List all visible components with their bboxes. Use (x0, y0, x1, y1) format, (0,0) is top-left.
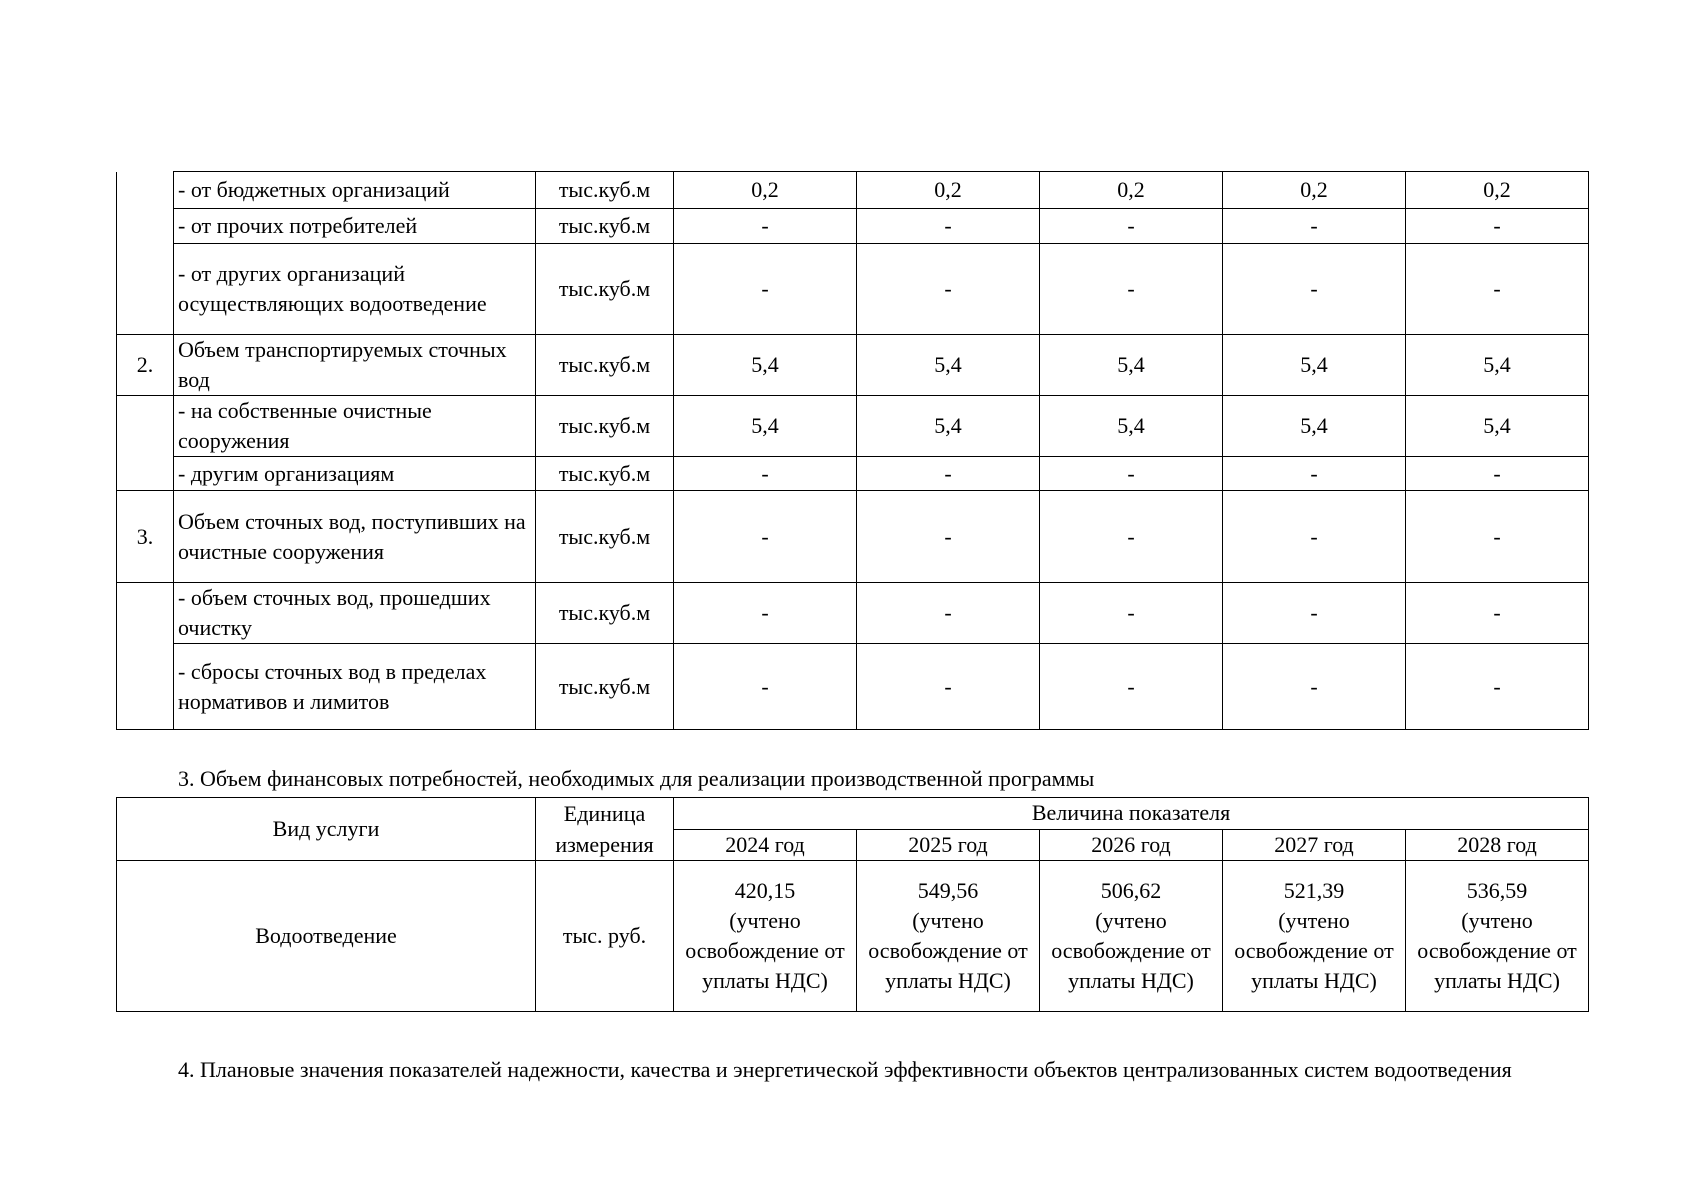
year-2026-header: 2026 год (1040, 829, 1223, 861)
production-volume-table (116, 171, 1589, 730)
value-2024-cell: - (674, 244, 857, 335)
value-2026-cell: - (1040, 457, 1223, 491)
value-2025-cell: - (857, 457, 1040, 491)
value-2028-cell: - (1406, 491, 1589, 583)
value-2025-cell: - (857, 209, 1040, 244)
unit-cell: тыс.куб.м (536, 209, 674, 244)
section-4-heading: 4. Плановые значения показателей надежности, качества и энергетической эффективности объектов централизованных систем водоотведения (178, 1057, 1512, 1082)
value-2026-cell: - (1040, 491, 1223, 583)
value-2026-cell (1040, 861, 1223, 1012)
value-2028-cell: - (1406, 583, 1589, 644)
unit-cell: тыс.куб.м (536, 244, 674, 335)
amount-value: 506,62 (1100, 878, 1162, 903)
value-2025-cell: - (857, 244, 1040, 335)
indicator-name-cell: - сбросы сточных вод в пределах нормативов и лимитов (174, 644, 536, 730)
value-2024-cell: - (674, 583, 857, 644)
value-2027-cell: - (1223, 644, 1406, 730)
indicator-name-cell: - от других организаций осуществляющих водоотведение (174, 244, 536, 335)
value-2027-cell: 5,4 (1223, 396, 1406, 457)
value-2027-cell (1223, 861, 1406, 1012)
value-2027-cell: - (1223, 457, 1406, 491)
year-2024-header: 2024 год (674, 829, 857, 861)
value-2025-cell: 0,2 (857, 172, 1040, 209)
indicator-name-cell: - объем сточных вод, прошедших очистку (174, 583, 536, 644)
unit-cell: тыс.куб.м (536, 644, 674, 730)
indicator-name-cell: - другим организациям (174, 457, 536, 491)
vat-note: (учтено освобождение от уплаты НДС) (868, 908, 1028, 993)
value-2024-cell: - (674, 491, 857, 583)
row-number-cell (117, 396, 174, 457)
value-2028-cell: - (1406, 457, 1589, 491)
value-2025-cell: - (857, 491, 1040, 583)
value-2026-cell: - (1040, 644, 1223, 730)
value-2025-cell: - (857, 644, 1040, 730)
vat-note: (учтено освобождение от уплаты НДС) (1051, 908, 1211, 993)
unit-cell: тыс.куб.м (536, 335, 674, 396)
value-2026-cell: - (1040, 209, 1223, 244)
value-2024-cell: - (674, 209, 857, 244)
indicator-name-cell: - на собственные очистные сооружения (174, 396, 536, 457)
value-2025-cell: 5,4 (857, 335, 1040, 396)
value-2024-cell: 5,4 (674, 396, 857, 457)
table-row (117, 396, 1589, 457)
table-row (117, 209, 1589, 244)
table-row (117, 457, 1589, 491)
table-row (117, 644, 1589, 730)
row-number-cell (117, 244, 174, 335)
value-2028-cell: - (1406, 244, 1589, 335)
amount-value: 549,56 (917, 878, 979, 903)
row-number-cell (117, 209, 174, 244)
table-row (117, 335, 1589, 396)
amount-value: 420,15 (734, 878, 796, 903)
unit-cell: тыс.куб.м (536, 172, 674, 209)
value-2028-cell: - (1406, 209, 1589, 244)
row-number-cell: 2. (117, 335, 174, 396)
row-number-cell (117, 457, 174, 491)
table-row (117, 172, 1589, 209)
indicator-name-cell: Объем транспортируемых сточных вод (174, 335, 536, 396)
value-2026-cell: 5,4 (1040, 335, 1223, 396)
value-2028-cell: 0,2 (1406, 172, 1589, 209)
value-2025-cell: - (857, 583, 1040, 644)
value-2027-cell: - (1223, 244, 1406, 335)
value-2026-cell: - (1040, 244, 1223, 335)
table-row (117, 244, 1589, 335)
table-row (117, 491, 1589, 583)
vat-note: (учтено освобождение от уплаты НДС) (1234, 908, 1394, 993)
service-type-header: Вид услуги (117, 798, 536, 861)
financial-needs-table (116, 797, 1589, 1012)
value-2024-cell: - (674, 457, 857, 491)
value-2026-cell: 0,2 (1040, 172, 1223, 209)
unit-header: Единица измерения (536, 798, 674, 861)
indicator-name-cell: - от бюджетных организаций (174, 172, 536, 209)
value-2028-cell: 5,4 (1406, 335, 1589, 396)
unit-cell: тыс.куб.м (536, 396, 674, 457)
year-2027-header: 2027 год (1223, 829, 1406, 861)
value-2027-cell: - (1223, 583, 1406, 644)
value-2025-cell (857, 861, 1040, 1012)
value-2026-cell: 5,4 (1040, 396, 1223, 457)
header-row (117, 798, 1589, 830)
unit-cell: тыс.куб.м (536, 491, 674, 583)
value-2028-cell (1406, 861, 1589, 1012)
value-2024-cell: 0,2 (674, 172, 857, 209)
value-2028-cell: 5,4 (1406, 396, 1589, 457)
table-row (117, 583, 1589, 644)
value-2027-cell: 5,4 (1223, 335, 1406, 396)
value-2027-cell: - (1223, 209, 1406, 244)
value-2027-cell: - (1223, 491, 1406, 583)
year-2025-header: 2025 год (857, 829, 1040, 861)
year-2028-header: 2028 год (1406, 829, 1589, 861)
table-row (117, 861, 1589, 1012)
amount-value: 521,39 (1283, 878, 1345, 903)
value-2025-cell: 5,4 (857, 396, 1040, 457)
indicator-name-cell: Объем сточных вод, поступивших на очистные сооружения (174, 491, 536, 583)
row-number-cell (117, 583, 174, 644)
value-2027-cell: 0,2 (1223, 172, 1406, 209)
vat-note: (учтено освобождение от уплаты НДС) (685, 908, 845, 993)
row-number-cell: 3. (117, 491, 174, 583)
section-3-heading: 3. Объем финансовых потребностей, необходимых для реализации производственной программы (178, 766, 1095, 791)
row-number-cell (117, 644, 174, 730)
row-number-cell (117, 172, 174, 209)
unit-cell: тыс.куб.м (536, 583, 674, 644)
value-2024-cell (674, 861, 857, 1012)
indicator-value-header: Величина показателя (674, 798, 1589, 830)
unit-cell: тыс. руб. (536, 861, 674, 1012)
value-2024-cell: - (674, 644, 857, 730)
indicator-name-cell: - от прочих потребителей (174, 209, 536, 244)
value-2024-cell: 5,4 (674, 335, 857, 396)
value-2028-cell: - (1406, 644, 1589, 730)
amount-value: 536,59 (1466, 878, 1528, 903)
unit-cell: тыс.куб.м (536, 457, 674, 491)
service-name-cell: Водоотведение (117, 861, 536, 1012)
value-2026-cell: - (1040, 583, 1223, 644)
vat-note: (учтено освобождение от уплаты НДС) (1417, 908, 1577, 993)
